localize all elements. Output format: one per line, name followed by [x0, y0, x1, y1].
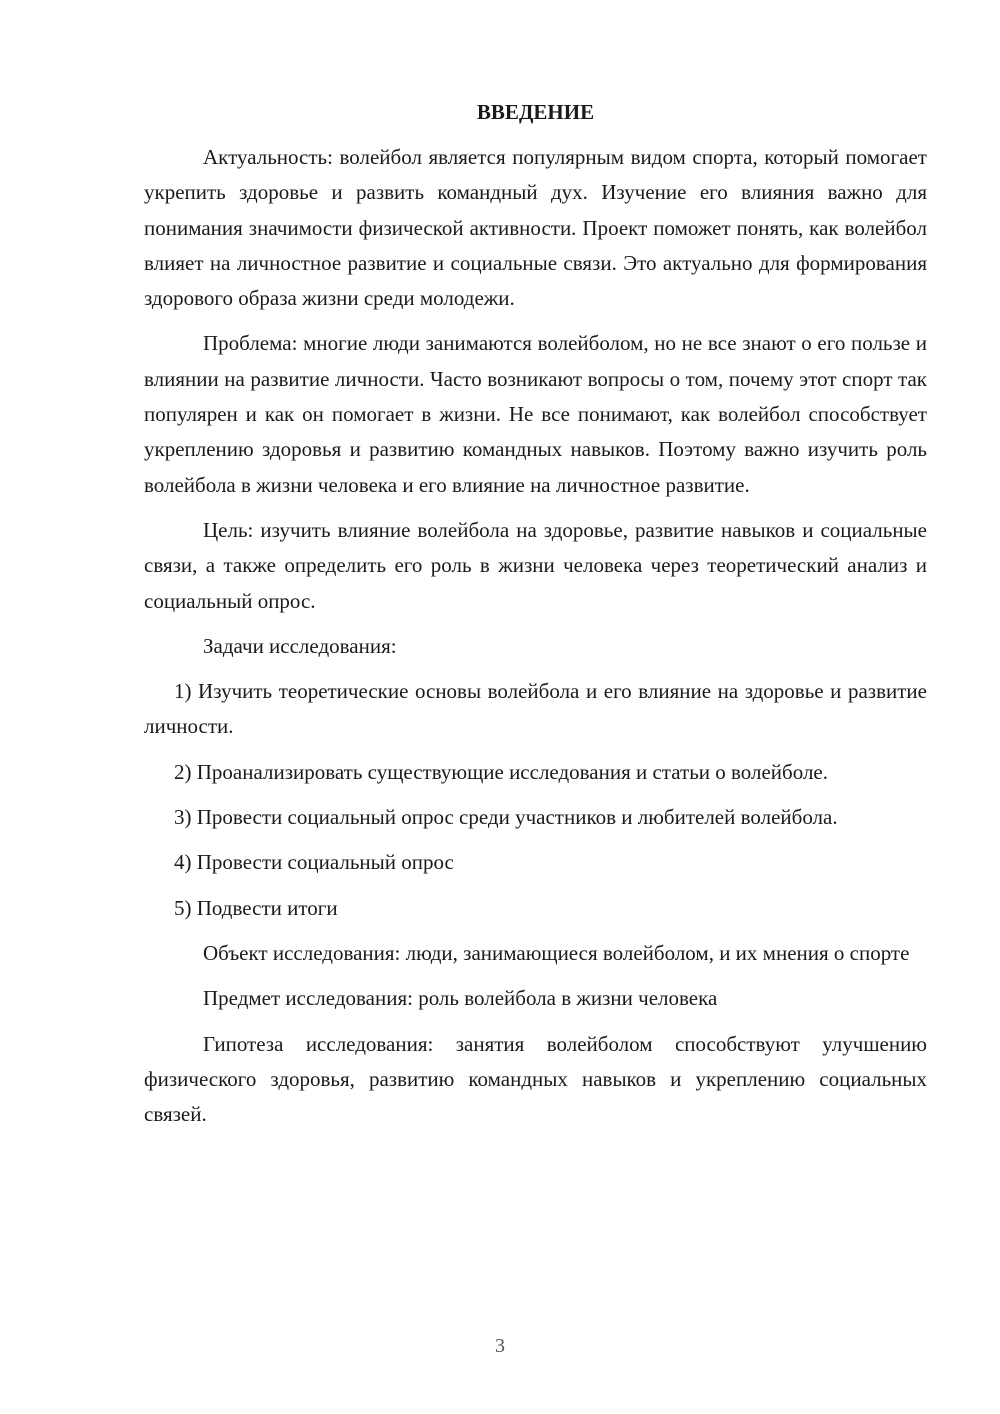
- hypothesis-paragraph: Гипотеза исследования: занятия волейболом способствуют улучшению физического здоровья, развитию командных навыков и укреплению социальных связей.: [144, 1031, 927, 1127]
- page-number: 3: [495, 1335, 505, 1357]
- relevance-paragraph: Актуальность: волейбол является популярным видом спорта, который помогает укрепить здоровье и развить командный дух. Изучение его влияния важно для понимания значимости физической активности. Проект поможет понять, как волейбол влияет на личностное развитие и социальные связи. Это актуально для формирования здорового образа жизни среди молодежи.: [144, 145, 927, 311]
- task-item-4: 4) Провести социальный опрос: [174, 850, 454, 875]
- task-item-3: 3) Провести социальный опрос среди участников и любителей волейбола.: [174, 805, 838, 830]
- task-item-1: 1) Изучить теоретические основы волейбола и его влияние на здоровье и развитие личности.: [144, 679, 927, 739]
- research-object-paragraph: Объект исследования: люди, занимающиеся волейболом, и их мнения о спорте: [203, 940, 910, 965]
- problem-paragraph: Проблема: многие люди занимаются волейболом, но не все знают о его пользе и влиянии на развитие личности. Часто возникают вопросы о том, почему этот спорт так популярен и как он помогает в жизни. Не все понимают, как волейбол способствует укреплению здоровья и развитию командных навыков. Поэтому важно изучить роль волейбола в жизни человека и его влияние на личностное развитие.: [144, 331, 927, 497]
- task-item-5: 5) Подвести итоги: [174, 895, 338, 920]
- research-subject-paragraph: Предмет исследования: роль волейбола в жизни человека: [203, 986, 718, 1011]
- document-page: [144, 95, 927, 1142]
- task-item-2: 2) Проанализировать существующие исследования и статьи о волейболе.: [174, 759, 829, 784]
- goal-paragraph: Цель: изучить влияние волейбола на здоровье, развитие навыков и социальные связи, а также определить его роль в жизни человека через теоретический анализ и социальный опрос.: [144, 517, 927, 613]
- tasks-heading: Задачи исследования:: [203, 633, 397, 658]
- page-title: ВВЕДЕНИЕ: [476, 100, 595, 124]
